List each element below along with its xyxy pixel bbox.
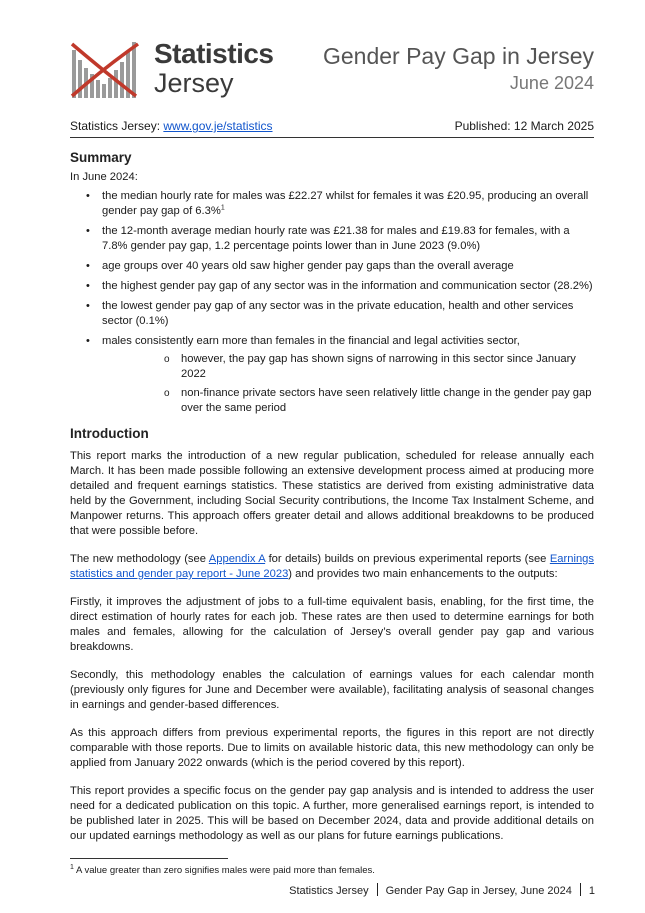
logo-text-jersey: Jersey (154, 68, 234, 98)
document-title: Gender Pay Gap in Jersey (322, 43, 594, 69)
hollow-bullet-icon: o (164, 354, 170, 365)
appendix-a-link[interactable]: Appendix A (208, 553, 266, 565)
earnings-report-2023-link[interactable]: Earnings statistics and gender pay report - June 2023 (70, 553, 594, 580)
document-period: June 2024 (509, 73, 594, 93)
summary-sub-bullet (102, 386, 594, 416)
footer-org: Statistics Jersey (289, 885, 369, 897)
summary-heading: Summary (70, 150, 132, 165)
bullet-text: age groups over 40 years old saw higher gender pay gaps than the overall average (102, 260, 514, 272)
footnote-mark: 1 (70, 863, 74, 871)
summary-bullet (70, 224, 594, 254)
bullet-text: the highest gender pay gap of any sector was in the information and communication sector (28.2%) (102, 280, 593, 292)
hollow-bullet-icon: o (164, 388, 170, 399)
summary-bullet (70, 259, 594, 274)
summary-bullet (70, 189, 594, 219)
footer-separator (580, 883, 581, 896)
summary-sub-bullet (102, 352, 594, 382)
summary-bullet (70, 334, 594, 416)
bullet-text: males consistently earn more than females in the financial and legal activities sector, (102, 335, 520, 347)
text-run: The new methodology (see (70, 553, 209, 565)
page-number: 1 (588, 885, 595, 897)
introduction-heading: Introduction (70, 426, 149, 441)
logo-text-statistics: Statistics (154, 38, 274, 69)
footnote (70, 865, 375, 876)
main-content (70, 150, 594, 857)
sub-bullet-text: however, the pay gap has shown signs of narrowing in this sector since January 2022 (181, 353, 576, 380)
summary-bullet (70, 279, 594, 294)
footnote-divider (70, 858, 228, 859)
summary-lead: In June 2024: (70, 171, 138, 183)
bullet-icon: • (86, 260, 90, 272)
intro-paragraph: This report provides a specific focus on the gender pay gap analysis and is intended to address the user need for a dedicated publication on this topic. A further, more generalised earnings report, is intended to be published later in 2025. This will be based on December 2024, data and provide additional details on our updated earnings methodology as well as our plans for future earnings publications. (70, 785, 594, 842)
bullet-icon: • (86, 190, 90, 202)
statistics-website-link[interactable]: www.gov.je/statistics (163, 119, 273, 133)
statistics-jersey-logo (70, 38, 285, 100)
footer-separator (377, 883, 378, 896)
page-footer (289, 883, 595, 897)
bullet-text: the lowest gender pay gap of any sector was in the private education, health and other services sector (0.1%) (102, 300, 574, 327)
source-prefix: Statistics Jersey: (70, 119, 164, 133)
footer-doc-title: Gender Pay Gap in Jersey, June 2024 (385, 885, 572, 897)
published-date: Published: 12 March 2025 (454, 119, 594, 133)
intro-paragraph: Secondly, this methodology enables the calculation of earnings values for each calendar month (previously only figures for June and December were available), facilitating analysis of seasonal changes in earnings and gender-based differences. (70, 669, 594, 711)
summary-sub-list (102, 352, 594, 416)
footnote-ref[interactable]: 1 (220, 204, 225, 212)
intro-paragraph: Firstly, it improves the adjustment of jobs to a full-time equivalent basis, enabling, for the first time, the direct estimation of hourly rates for each job. These rates are then used to determine earnings for both males and females, allowing for the calculation of Jersey’s overall gender pay gap and various breakdowns. (70, 596, 594, 653)
footnote-text: A value greater than zero signifies males were paid more than females. (73, 865, 375, 876)
source-line (70, 119, 273, 133)
intro-paragraph: This report marks the introduction of a new regular publication, scheduled for release annually each March. It has been made possible following an extensive development process aimed at producing more detailed and frequent earnings statistics. These statistics are derived from existing administrative data held by the Government, including Social Security contributions, the Income Tax Instalment Scheme, and Manpower returns. This approach offers greater detail and allows additional breakdowns to be produced that were possible before. (70, 450, 594, 537)
bullet-text: the median hourly rate for males was £22.27 whilst for females it was £20.95, producing an overall gender pay gap of 6.3% (102, 190, 589, 217)
text-run: for details) builds on previous experimental reports (see (265, 553, 550, 565)
bullet-icon: • (86, 280, 90, 292)
bullet-icon: • (86, 300, 90, 312)
text-run: ) and provides two main enhancements to the outputs: (288, 568, 558, 580)
logo-bars-graphic (70, 38, 150, 100)
summary-bullet-list (70, 189, 594, 416)
bullet-icon: • (86, 335, 90, 347)
publication-bar (70, 119, 594, 138)
summary-bullet (70, 299, 594, 329)
intro-paragraph-methodology (70, 552, 594, 582)
bullet-text: the 12-month average median hourly rate was £21.38 for males and £19.83 for females, with a 7.8% gender pay gap, 1.2 percentage points lower than in June 2023 (9.0%) (102, 225, 570, 252)
intro-paragraph: As this approach differs from previous experimental reports, the figures in this report are not directly comparable with those reports. Due to limits on available historic data, this new methodology can only be applied from January 2022 onwards (which is the period covered by this report). (70, 727, 594, 769)
sub-bullet-text: non-finance private sectors have seen relatively little change in the gender pay gap over the same period (181, 387, 592, 414)
bullet-icon: • (86, 225, 90, 237)
